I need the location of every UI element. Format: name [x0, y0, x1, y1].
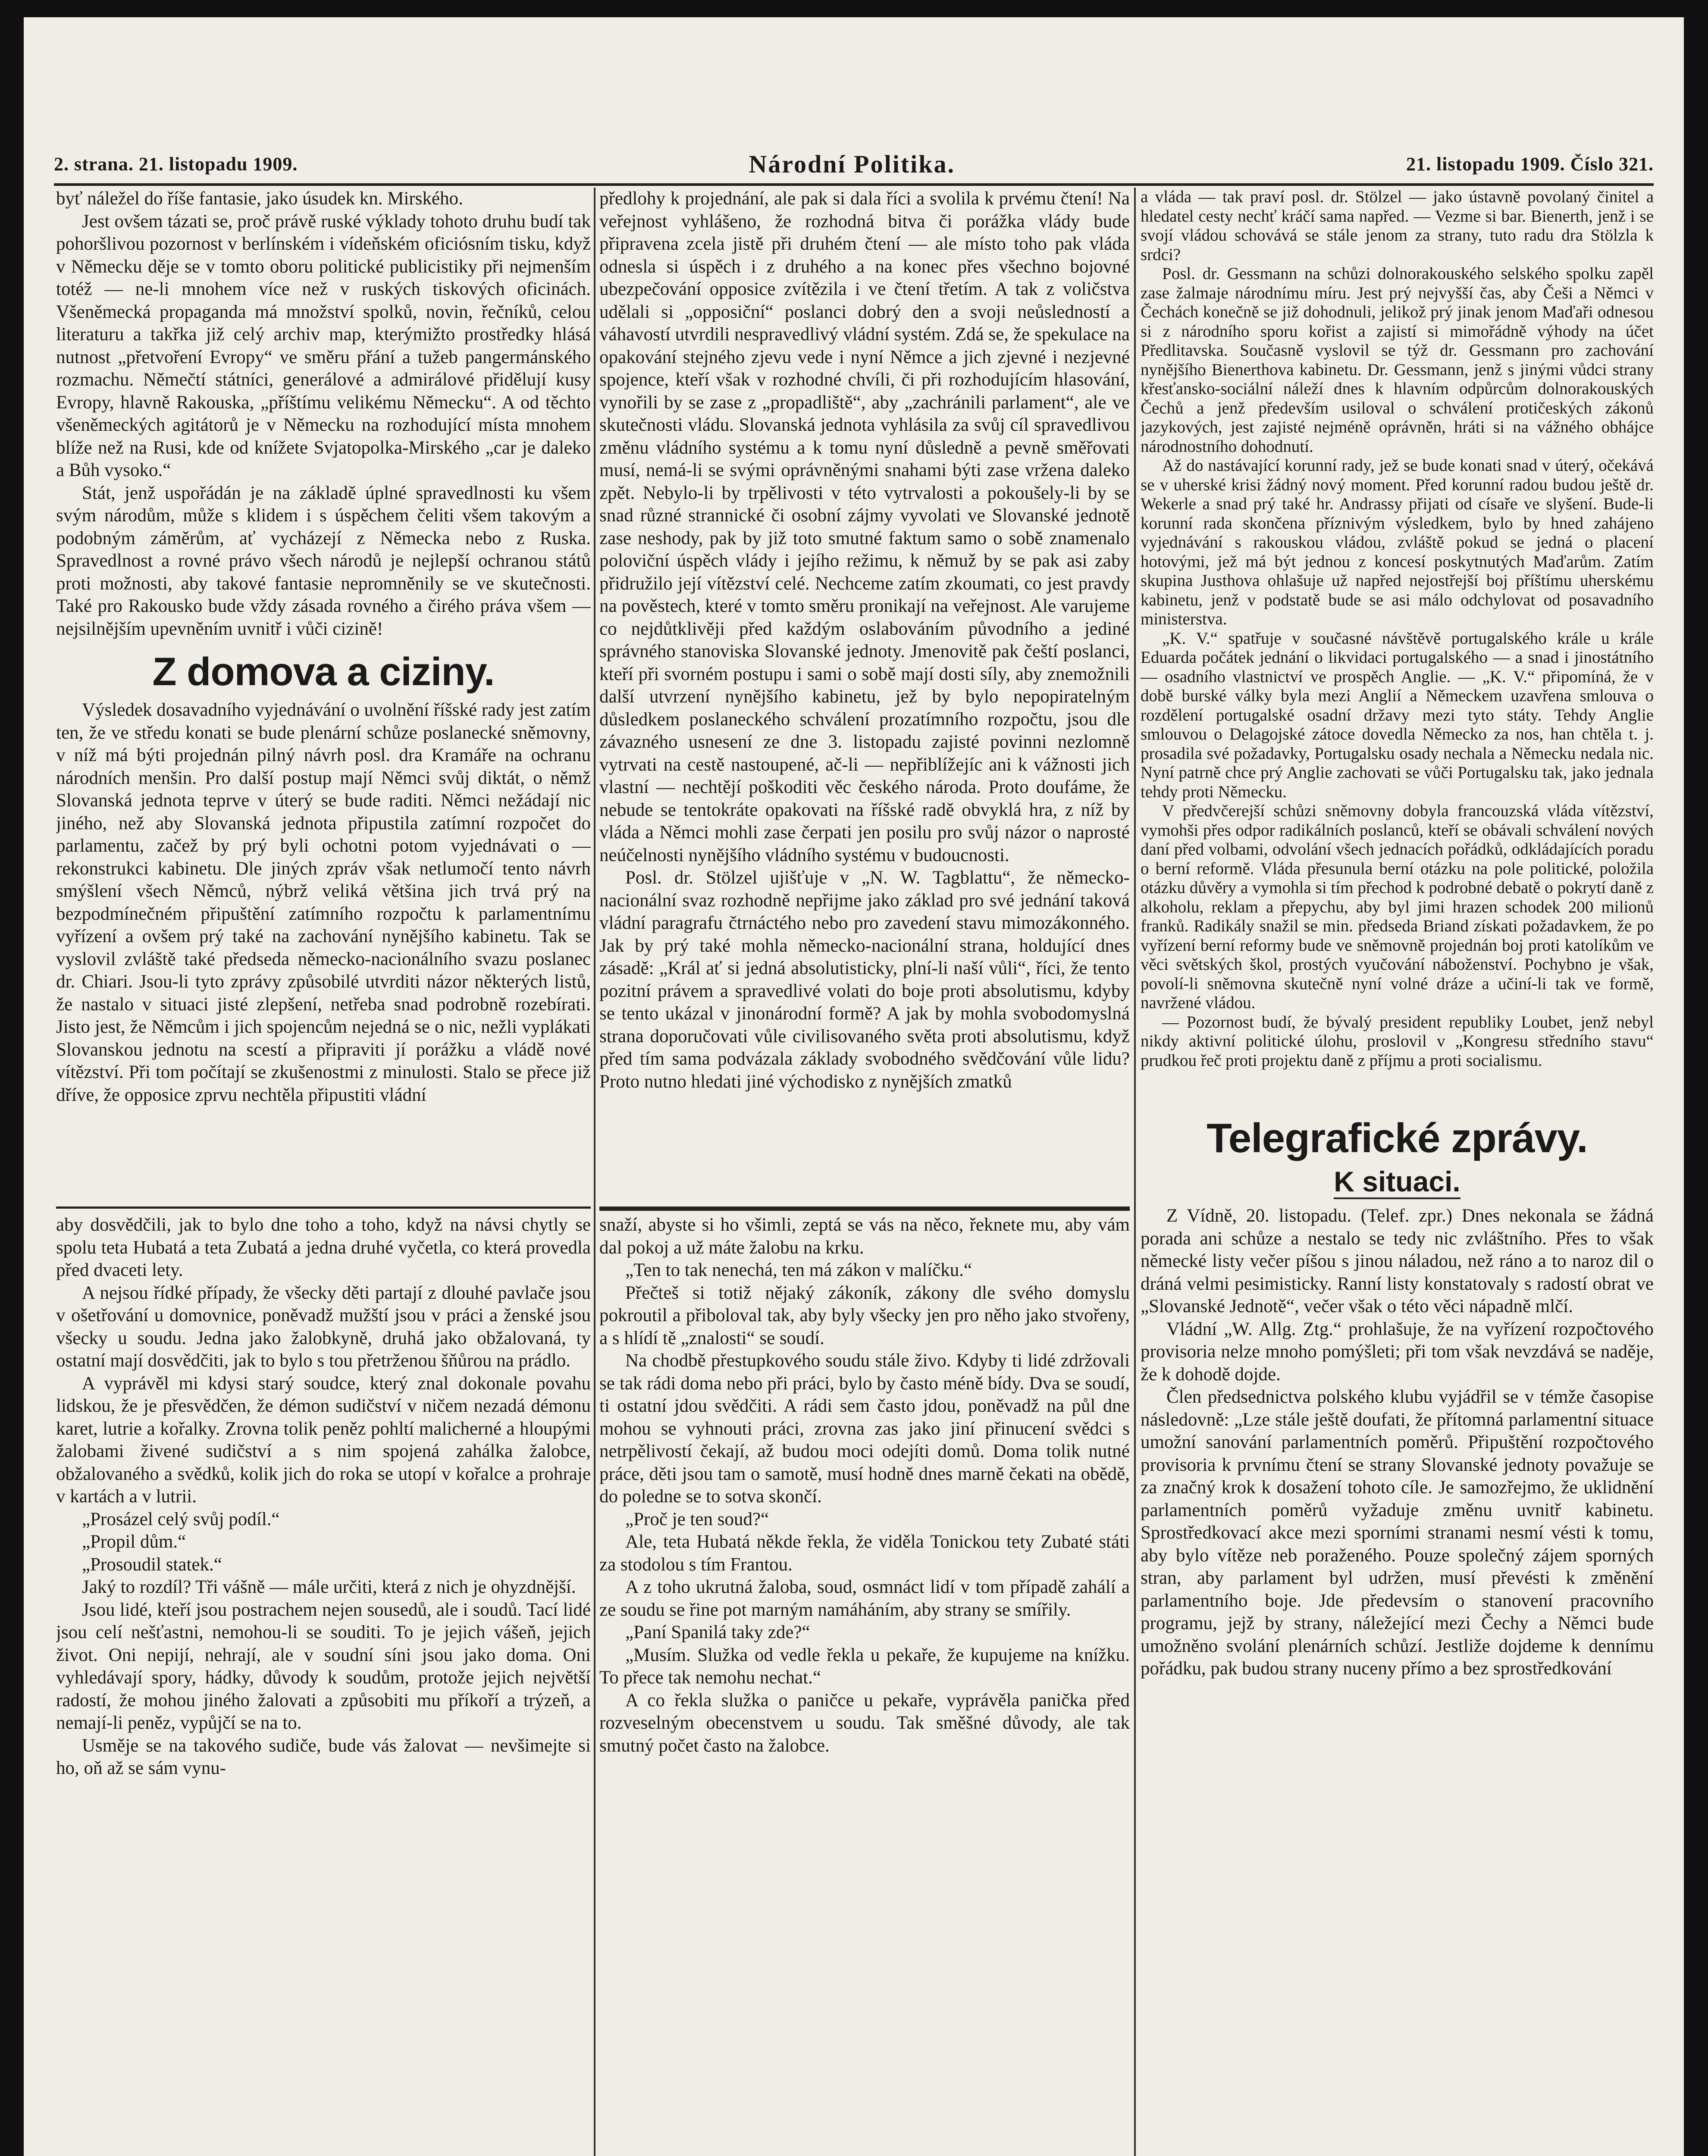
feuilleton-paragraph: „Musím. Služka od vedle řekla u pekaře, že kupujeme na knížku. To přece tak nemohu nechat.“ [599, 1645, 1130, 1688]
column-rule-2 [1134, 188, 1136, 2156]
section-title: Z domova a ciziny. [152, 650, 495, 694]
feuilleton-paragraph: „Proč je ten soud?“ [625, 1509, 769, 1529]
column-2 [599, 188, 1130, 1203]
feuilleton-paragraph: A co řekla služka o paničce u pekaře, vyprávěla panička před rozveselným obecenstvem u soudu. Tak směšné důvody, ale tak smutný počet často na žalobce. [599, 1690, 1130, 1756]
article-paragraph: Jest ovšem tázati se, proč právě ruské výklady tohoto druhu budí tak pohoršlivou pozornost v berlínském i vídeňském oficiósním tisku, když v Německu děje se v tomto oboru politické publicistiky při nejmenším totéž — ne-li mnohem více než v ruských tiskových oficinách. Všeněmecká propaganda má množství spolků, novin, řečníků, celou literaturu a takřka již celý archiv map, kterýmižto prostředky hlásá nutnost „přetvoření Evropy“ ve směru přání a tužeb pangermánského rozmachu. Němečtí státníci, generálové a admirálové přidělují kusy Evropy, hlavně Rakouska, „příštímu velikému Německu“. A od těchto všeněmeckých agitátorů je v Německu na rozhodující místa mnohem blíže než na Rusi, kde od knížete Svjatopolka-Mirského „car je daleko a Bůh vysoko.“ [56, 211, 591, 480]
feuilleton-rule-2 [599, 1206, 1130, 1211]
column-rule-1 [594, 188, 595, 2156]
feuilleton-paragraph: Přečteš si totiž nějaký zákoník, zákony dle svého domyslu pokroutil a přiboloval tak, aby byly všecky jen pro něho jako stvořeny, a s hlídí tě „znalosti“ se soudí. [599, 1282, 1130, 1348]
feuilleton-paragraph: snaží, abyste si ho všimli, zeptá se vás na něco, řeknete mu, aby vám dal pokoj a už máte žalobu na krku. [599, 1215, 1130, 1258]
header-rule [54, 183, 1654, 186]
column-3 [1141, 188, 1654, 2156]
news-paragraph: V předvčerejší schůzi sněmovny dobyla francouzská vláda vítězství, vymohši přes odpor radikálních poslanců, kteří se obávali schválení nových daní před volbami, odvolání všech jednacích pořádků, odkládajících poradu o berní reformě. Vláda přesunula berní otázku na pole politické, položila otázku důvěry a vymohla si tím přechod k podrobné debatě o pokrytí daně z alkoholu, reklam a přepychu, aby byl jimi hrazen schodek 200 milionů franků. Radikály snažil se min. předseda Briand získati požadavkem, že po vyřízení berní reformy bude ve sněmovně projednán boj proti katolíkům ve věci světských škol, prostých vyučování náboženství. Pochybno je však, povolí-li sněmovna skutečně nyní volné dráze a učiní-li tak ve formě, navržené vládou. [1141, 802, 1654, 1012]
feuilleton-paragraph: Jsou lidé, kteří jsou postrachem nejen sousedů, ale i soudů. Tací lidé jsou celí nešťastni, nemohou-li se souditi. To je jejich vášeň, jejich život. Oni nepijí, nehrají, ale v soudní síni jsou jako doma. Oni vyhledávají spory, hádky, důvody k soudům, protože jejich největší radostí, že mohou jiného žalovati a způsobiti mu příkoří a trýzeň, a nemají-li peněz, vypůjčí se na to. [56, 1599, 591, 1733]
article-paragraph: byť náležel do říše fantasie, jako úsudek kn. Mirského. [56, 188, 463, 209]
page-header [54, 147, 1654, 181]
article-paragraph: Posl. dr. Stölzel ujišťuje v „N. W. Tagblattu“, že německo-nacionální svaz rozhodně nepřijme jako základ pro své jednání taková vládní paragrafu čtrnáctého nebo pro zavedení stavu mimozákonného. Jak by prý také mohla německo-nacionální strana, holdující dnes zásadě: „Král ať si jedná absolutisticky, plní-li naší vůli“, říci, že tento pozitní právem a spravedlivé volati do boje proti absolutismu, kdyby se tento ukázal v jinonárodní formě? A jak by mohla svobodomyslná strana doporučovati vůle civilisovaného světa proti absolutismu, když před tím sama podvázala základy svobodného svědčování vůle lidu? Proto nutno hledati jiné východisko z nynějších zmatků [599, 868, 1130, 1092]
feuilleton-column-1 [56, 1214, 591, 2156]
telegraph-subtitle-text: K situaci. [1334, 1166, 1460, 1199]
feuilleton-paragraph: „Prosoudil statek.“ [82, 1554, 222, 1575]
feuilleton-paragraph: „Ten to tak nenechá, ten má zákon v malíčku.“ [625, 1260, 972, 1280]
article-paragraph: Výsledek dosavadního vyjednávání o uvolnění říšské rady jest zatím ten, že ve středu konati se bude plenární schůze poslanecké sněmovny, v níž má býti projednán pilný návrh posl. dra Kramáře na ochranu národních menšin. Pro další postup mají Němci svůj diktát, o němž Slovanská jednota teprve v úterý se bude raditi. Němci nežádají nic jiného, než aby Slovanská jednota připustila zatímní rozpočet do parlamentu, začež by prý byli ochotni potom vyjednávati o — rekonstrukci kabinetu. Dle jiných zpráv však netlumočí tento návrh smýšlení všech Němců, nýbrž veliká většina jich trvá prý na bezpodmínečném připuštění zatímního rozpočtu k parlamentnímu vyřízení a ovšem prý také na zachování nynějšího kabinetu. Tak se vyslovil zvláště také předseda německo-nacionálního svazu poslanec dr. Chiari. Jsou-li tyto zprávy způsobilé utvrditi názor některých listů, že nastalo v situaci jisté zlepšení, netřeba snad podrobně rozebírati. Jisto jest, že Němcům i jich spojencům nejedná se o nic, nežli vyplákati Slovanskou jednotu na scestí a připraviti jí porážku a vládě nové vítězství. Při tom počítají se zkušenostmi z minulosti. Stalo se přece již dříve, že opposice zprvu nechtěla připustiti vládní [56, 700, 591, 1105]
news-paragraph: Až do nastávající korunní rady, jež se bude konati snad v úterý, očekává se v uherské krisi žádný nový moment. Před korunní radou budou ještě dr. Wekerle a snad prý také hr. Andrassy přijati od císaře ve slyšení. Bude-li korunní rada skončena příznivým výsledkem, bylo by hned zahájeno vyjednávání s rakouskou vládou, zvláště pokud se jedná o placení hotovými, jež má být jednou z koncesí poskytnutých Maďarům. Zatím skupina Justhova ohlašuje už napřed nejostřejší boj příštímu uherskému kabinetu, jenž v podstatě bude se asi málo odchylovat od posavadního ministerstva. [1141, 456, 1654, 628]
telegraph-body [1141, 1205, 1654, 1680]
news-paragraph: — Pozornost budí, že bývalý president republiky Loubet, jenž nebyl nikdy aktivní politické úlohu, proslovil v „Kongresu středního stavu“ prudkou řeč proti projektu daně z příjmu a proti socialismu. [1141, 1012, 1654, 1070]
news-paragraph: „K. V.“ spatřuje v současné návštěvě portugalského krále u krále Eduarda počátek jednání o likvidaci portugalského — a snad i jinostátního — osadního vlastnictví ve prospěch Anglie. — „K. V.“ připomíná, že v době burské války byla mezi Anglií a Německem uzavřena smlouva o rozdělení portugalské osadní državy mezi tyto státy. Tehdy Anglie smlouvou o Delagojské zátoce dovedla Německo za nos, han chtěla t. j. prosadila své požadavky, Portugalsku osady nechala a Německu nedala nic. Nyní patrně chce prý Anglie zachovati se vůči Portugalsku tak, jako jednala tehdy proti Německu. [1141, 629, 1654, 801]
news-paragraph: Posl. dr. Gessmann na schůzi dolnorakouského selského spolku zapěl zase žalmaje národnímu míru. Jest prý nejvyšší čas, aby Češi a Němci v Čechách konečně se již dohodnuli, jelikož prý jinak jenom Maďaři odnesou si z národního sporu kořist a zajistí si mimořádně výhody na účet Předlitavska. Současně vyslovil se týž dr. Gessmann pro zachování nynějšího Bienerthova kabinetu. Dr. Gessmann, jenž s jinými vůdci strany křesťansko-sociální náleží dnes k hlavním odpůrcům dolnorakouských Čechů a jenž především usiloval o schválení protičeských zákonů jazykových, jest zajisté nejméně oprávněn, hráti si na vážného obhájce národnostního dohodnutí. [1141, 264, 1654, 456]
newspaper-page [24, 17, 1684, 2156]
news-paragraph: a vláda — tak praví posl. dr. Stölzel — jako ústavně povolaný činitel a hledatel cesty nechť kráčí sama napřed. — Vezme si bar. Bienerth, jenž i se svojí vládou schovává se stále jenom za strany, tuto radu dra Stölzla k srdci? [1141, 188, 1654, 264]
header-left: 2. strana. 21. listopadu 1909. [54, 153, 298, 175]
feuilleton-rule-1 [56, 1206, 591, 1209]
feuilleton-paragraph: aby dosvědčili, jak to bylo dne toho a toho, když na návsi chytly se spolu teta Hubatá a teta Zubatá a jedna druhé vyčetla, co která provedla před dvaceti lety. [56, 1215, 591, 1280]
feuilleton-paragraph: A vyprávěl mi kdysi starý soudce, který znal dokonale povahu lidskou, že je přesvědčen, že démon sudičství v ničem nezadá démonu karet, lutrie a kořalky. Zrovna tolik peněz pohltí malicherné a hloupými žalobami živené sudičství a s nim spojená zahálka žalobce, obžalovaného a svědků, kolik jich do roka se utopí v kořalce a prohraje v kartách a v lutrii. [56, 1373, 591, 1507]
telegraph-paragraph: Člen předsednictva polského klubu vyjádřil se v témže časopise následovně: „Lze stále ještě doufati, že přítomná parlamentní situace umožní sanování parlamentních poměrů. Připuštění rozpočtového provisoria k prvnímu čtení se strany Slovanské jednoty považuje se za značný krok k dosažení tohoto cíle. Je samozřejmo, že uklidnění parlamentních poměrů vyžaduje změnu uvnitř kabinetu. Sprostředkovací akce mezi sporními stranami nesmí vésti k tomu, aby bylo vítěze neb poraženého. Pouze společný zájem sporných stran, aby parlament byl udržen, musí převésti k změnění parlamentního boje. Jde předevsím o stanovení pracovního programu, jejž by strany, náležející mezi Čechy a Němci bude umožněno svolání plenárních schůzí. Jestliže dojdeme k dennímu pořádku, pak budou strany nuceny přímo a bez sprostředkování [1141, 1387, 1654, 1679]
header-right: 21. listopadu 1909. Číslo 321. [1406, 153, 1654, 175]
article-paragraph: Stát, jenž uspořádán je na základě úplné spravedlnosti ku všem svým národům, může s klidem i s úspěchem čeliti všem takovým a podobným záměrům, ať vycházejí z Německa nebo z Ruska. Spravedlnost a rovné právo všech národů je nejlepší ochranou států proti možnosti, aby takové fantasie nepromněnily se ve skutečnosti. Také pro Rakousko bude vždy zásada rovného a čirého práva všem — nejsilnějším upevněním uvnitř i vůči cizině! [56, 483, 591, 639]
feuilleton-paragraph: A nejsou řídké případy, že všecky děti partají z dlouhé pavlače jsou v ošetřování u domovnice, poněvadž mužští jsou v práci a ženské jsou všecky u soudu. Jedna jako žalobkyně, druhá jako obžalovaná, ty ostatní mají dosvědčiti, jak to bylo s tou přetrženou šňůrou na prádlo. [56, 1282, 591, 1371]
article-paragraph: předlohy k projednání, ale pak si dala říci a svolila k prvému čtení! Na veřejnost vyhlášeno, že rozhodná bitva či porážka vlády bude připravena zcela jistě při druhém čtení — ale místo toho pak vláda odnesla si úspěch i z druhého a na konec přes všechno bojovné ubezpečování opposice zvítězila i ve čtení třetím. A tak z voličstva udělali si „opposiční“ poslanci dobrý den a svoji neůsledností a váhavostí utvrdili nespravedlivý vládní systém. Zdá se, že spekulace na opakování stejného zjevu vede i nyní Němce a jich zjevné i nezjevné spojence, kteří však v rozhodné chvíli, či při rozhodujícím hlasování, vynořili by se zase z „propadliště“, aby „zachránili parlament“, ale ve skutečnosti vládu. Slovanská jednota vyhlásila za svůj cíl spravedlivou změnu vládního systému a k tomu nyní důsledně a pevně směřovati musí, nemá-li se svými oprávněnými snahami býti zase vržena daleko zpět. Nebylo-li by trpělivosti v této vytrvalosti a pokoušely-li by se snad různé strannické či osobní zájmy vyvolati ve Slovanské jednotě zase neshody, pak by již toto smutné faktum samo o sobě znamenalo poloviční úspěch vlády i jejího režimu, k němuž by se pak asi zaby přidružilo její vítězství celé. Nechceme zatím zkoumati, co jest pravdy na pověstech, které v tomto směru pronikají na veřejnost. Ale varujeme co nejdůtklivěji před každým oslabováním původního a jediné správného stanoviska Slovanské jednoty. Jmenovitě pak čeští poslanci, kteří při svorném postupu i sami o sobě mají dosti síly, aby znemožnili další utvrzení nynějšího kabinetu, jež by bylo nepopiratelným důsledkem poslaneckého schválení prozatímního rozpočtu, jsou dle závazného usnesení ze dne 3. listopadu zajisté povinni nezlomně vytrvati na cestě nastoupené, ač-li — nepřiblížejíc ani k vážnosti jich vlastní — nechtějí poškoditi věc českého národa. Proto doufáme, že nebude se tentokráte opakovati na říšské radě obvyklá hra, z níž by vláda a Němci mohli zase čerpati jen posilu pro svůj názor o naprosté neúčelnosti nynějšího vládního systému v budoucnosti. [599, 188, 1130, 865]
feuilleton-paragraph: Usměje se na takového sudiče, bude vás žalovat — nevšimejte si ho, oň až se sám vynu- [56, 1735, 591, 1778]
telegraph-section-title: Telegrafické zprávy. [1207, 1115, 1588, 1161]
feuilleton-paragraph: „Prosázel celý svůj podíl.“ [82, 1509, 280, 1529]
feuilleton-paragraph: Na chodbě přestupkového soudu stále živo. Kdyby ti lidé zdržovali se tak rádi doma nebo při práci, bylo by často méně bídy. Dva se soudí, ti ostatní jdou svědčiti. A rádi sem často jdou, poněvadž na půl dne mohou se vyhnouti práci, zrovna zas jako jiní přinucení svědci s netrpělivostí čekají, až budou moci odejíti domů. Doma tolik nutné práce, děti jsou tam o samotě, musí hodně dnes marně čekati na obědě, do poledne se to sotva skončí. [599, 1351, 1130, 1507]
masthead-title: Národní Politika. [749, 150, 955, 178]
telegraph-paragraph: Vládní „W. Allg. Ztg.“ prohlašuje, že na vyřízení rozpočtového provisoria nelze mnoho pomýšleti; při tom však nevzdává se naděje, že k dohodě dojde. [1141, 1319, 1654, 1385]
feuilleton-paragraph: A z toho ukrutná žaloba, soud, osmnáct lidí v tom případě zahálí a ze soudu se řine pot marným namáháním, aby strany se smířily. [599, 1577, 1130, 1620]
column-1 [56, 188, 591, 1203]
telegraph-subtitle [1141, 1164, 1654, 1199]
feuilleton-paragraph: Jaký to rozdíl? Tři vášně — mále určiti, která z nich je ohyzdnější. [82, 1577, 576, 1597]
feuilleton-paragraph: Ale, teta Hubatá někde řekla, že viděla Tonickou tety Zubaté státi za stodolou s tím Frantou. [599, 1532, 1130, 1575]
telegraph-paragraph: Z Vídně, 20. listopadu. (Telef. zpr.) Dnes nekonala se žádná porada ani schůze a nestalo se tedy nic zvláštního. Přes to však německé listy večer píšou s jinou náladou, než ráno a to naroz dil o dráná velmi pesimisticky. Ranní listy konstatovaly s radostí obrat ve „Slovanské Jednotě“, večer však o této věci nápadně mlčí. [1141, 1206, 1654, 1316]
news-briefs [1141, 188, 1654, 1095]
feuilleton-paragraph: „Propil dům.“ [82, 1532, 186, 1552]
feuilleton-column-2 [599, 1214, 1130, 2156]
feuilleton-paragraph: „Paní Spanilá taky zde?“ [625, 1622, 810, 1642]
